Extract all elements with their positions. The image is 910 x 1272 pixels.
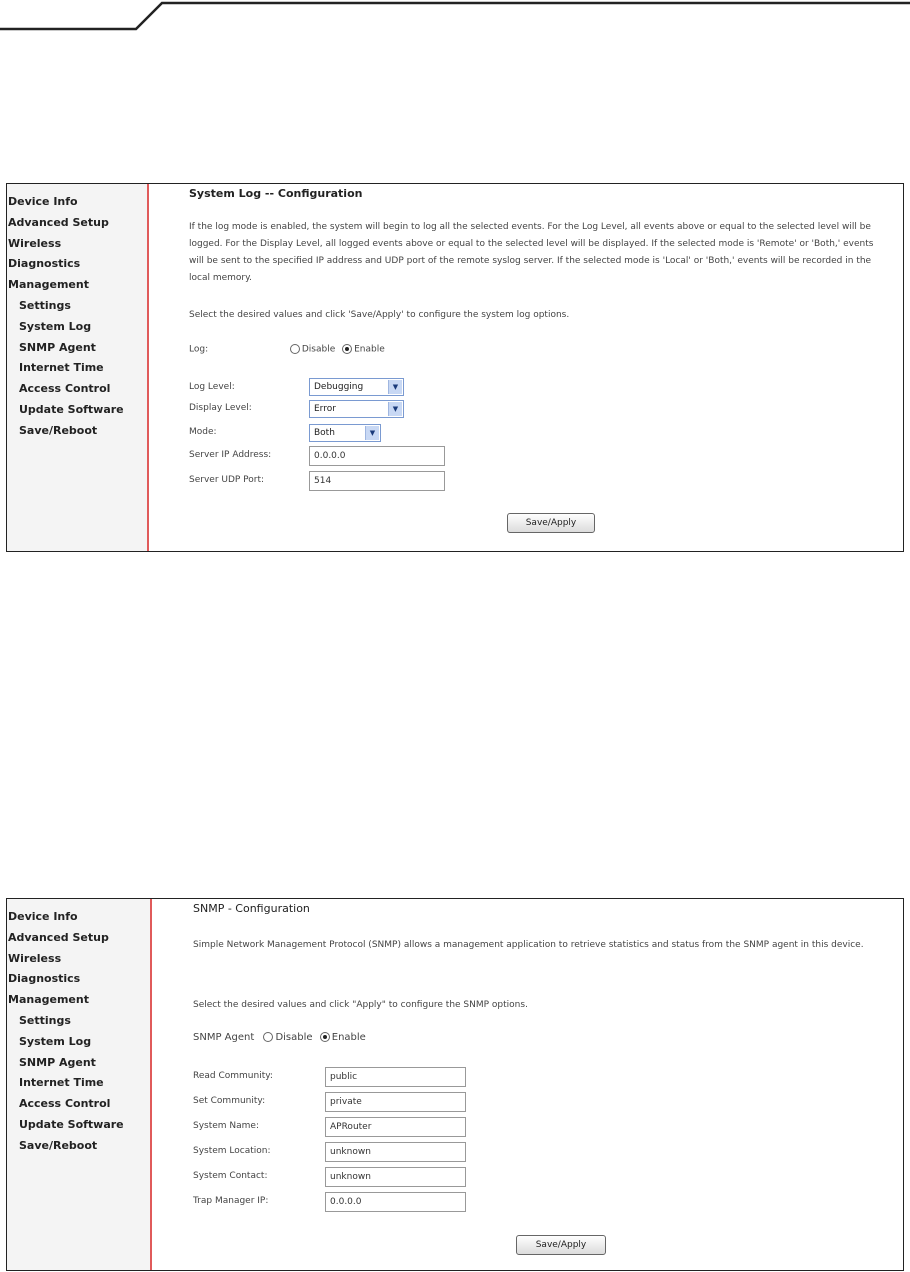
sidebar-item-advanced-setup[interactable]: Advanced Setup (8, 930, 109, 944)
log-enable-label: Enable (354, 344, 385, 355)
display-level-value: Error (314, 404, 336, 414)
log-level-select[interactable] (309, 378, 404, 396)
sidebar-item-save-reboot[interactable]: Save/Reboot (19, 1138, 98, 1152)
snmp-content (193, 899, 903, 1270)
server-port-label: Server UDP Port: (189, 475, 265, 485)
system-location-label: System Location: (193, 1146, 271, 1156)
system-name-label: System Name: (193, 1121, 260, 1131)
sidebar-nav (7, 899, 152, 1270)
trap-manager-ip-label: Trap Manager IP: (193, 1196, 269, 1206)
sidebar-item-internet-time[interactable]: Internet Time (19, 361, 104, 375)
chevron-down-icon: ▼ (388, 380, 402, 394)
read-community-input[interactable]: public (325, 1067, 466, 1087)
server-port-input[interactable]: 514 (309, 471, 445, 491)
sidebar-item-access-control[interactable]: Access Control (19, 382, 111, 396)
sidebar-item-update-software[interactable]: Update Software (19, 402, 124, 416)
sidebar-item-wireless[interactable]: Wireless (8, 236, 62, 250)
system-contact-input[interactable]: unknown (325, 1167, 466, 1187)
snmp-agent-row (193, 1032, 366, 1043)
syslog-instruction: Select the desired values and click 'Save/Apply' to configure the system log options. (189, 310, 570, 320)
save-apply-button[interactable]: Save/Apply (516, 1235, 606, 1255)
display-level-select[interactable] (309, 400, 404, 418)
syslog-description: If the log mode is enabled, the system will begin to log all the selected events. For the Log Level, all events above or equal to the selected level will be logged. For the Display Level, all logged events above or equal to the selected level will be displayed. If the selected mode is 'Remote' or 'Both,' events will be sent to the specified IP address and UDP port of the remote syslog server. If the selected mode is 'Local' or 'Both,' events will be recorded in the local memory. (189, 222, 874, 283)
mode-label: Mode: (189, 427, 217, 437)
sidebar-item-snmp-agent[interactable]: SNMP Agent (19, 340, 96, 354)
snmp-description: Simple Network Management Protocol (SNMP) allows a management application to retrieve statistics and status from the SNMP agent in this device. (193, 940, 864, 950)
page-header-rule (0, 0, 910, 40)
snmp-screenshot (6, 898, 904, 1271)
display-level-label: Display Level: (189, 403, 252, 413)
system-name-input[interactable]: APRouter (325, 1117, 466, 1137)
snmp-disable-radio[interactable] (263, 1032, 273, 1042)
set-community-input[interactable]: private (325, 1092, 466, 1112)
sidebar-item-access-control[interactable]: Access Control (19, 1097, 111, 1111)
set-community-label: Set Community: (193, 1096, 266, 1106)
system-location-input[interactable]: unknown (325, 1142, 466, 1162)
snmp-instruction: Select the desired values and click "Apply" to configure the SNMP options. (193, 1000, 528, 1010)
sidebar-item-device-info[interactable]: Device Info (8, 910, 78, 923)
server-ip-input[interactable]: 0.0.0.0 (309, 446, 445, 466)
sidebar-item-system-log[interactable]: System Log (19, 1034, 92, 1048)
log-disable-radio[interactable] (290, 344, 300, 354)
log-toggle-row (189, 344, 385, 355)
trap-manager-ip-input[interactable]: 0.0.0.0 (325, 1192, 466, 1212)
sidebar-menu (7, 899, 150, 1157)
sidebar-item-diagnostics[interactable]: Diagnostics (8, 972, 81, 986)
sidebar-item-settings[interactable]: Settings (19, 1013, 71, 1027)
sidebar-item-device-info[interactable]: Device Info (8, 195, 78, 208)
log-disable-label: Disable (301, 344, 336, 355)
log-level-value: Debugging (314, 382, 364, 392)
read-community-label: Read Community: (193, 1071, 273, 1081)
sidebar-item-update-software[interactable]: Update Software (19, 1117, 124, 1131)
sidebar-item-internet-time[interactable]: Internet Time (19, 1076, 104, 1090)
page-title: SNMP - Configuration (193, 902, 310, 915)
sidebar-item-settings[interactable]: Settings (19, 298, 71, 312)
snmp-enable-label: Enable (331, 1032, 366, 1043)
page-title: System Log -- Configuration (189, 187, 363, 200)
sidebar-item-advanced-setup[interactable]: Advanced Setup (8, 215, 109, 229)
system-log-screenshot (6, 183, 904, 552)
sidebar-item-management[interactable]: Management (8, 278, 89, 292)
mode-value: Both (314, 428, 335, 438)
system-contact-label: System Contact: (193, 1171, 268, 1181)
sidebar-item-diagnostics[interactable]: Diagnostics (8, 257, 81, 271)
mode-select[interactable] (309, 424, 381, 442)
snmp-agent-label: SNMP Agent (193, 1032, 255, 1043)
syslog-content (189, 184, 903, 551)
snmp-disable-label: Disable (275, 1032, 313, 1043)
log-enable-radio[interactable] (342, 344, 352, 354)
sidebar-item-snmp-agent[interactable]: SNMP Agent (19, 1055, 96, 1069)
log-label: Log: (189, 344, 209, 355)
sidebar-nav (7, 184, 149, 551)
sidebar-item-wireless[interactable]: Wireless (8, 951, 62, 965)
log-level-label: Log Level: (189, 382, 235, 392)
sidebar-item-save-reboot[interactable]: Save/Reboot (19, 423, 98, 437)
chevron-down-icon: ▼ (388, 402, 402, 416)
chevron-down-icon: ▼ (365, 426, 379, 440)
save-apply-button[interactable]: Save/Apply (507, 513, 595, 533)
snmp-enable-radio[interactable] (320, 1032, 330, 1042)
sidebar-menu (7, 184, 147, 442)
sidebar-item-system-log[interactable]: System Log (19, 319, 92, 333)
server-ip-label: Server IP Address: (189, 450, 272, 460)
sidebar-item-management[interactable]: Management (8, 993, 89, 1007)
